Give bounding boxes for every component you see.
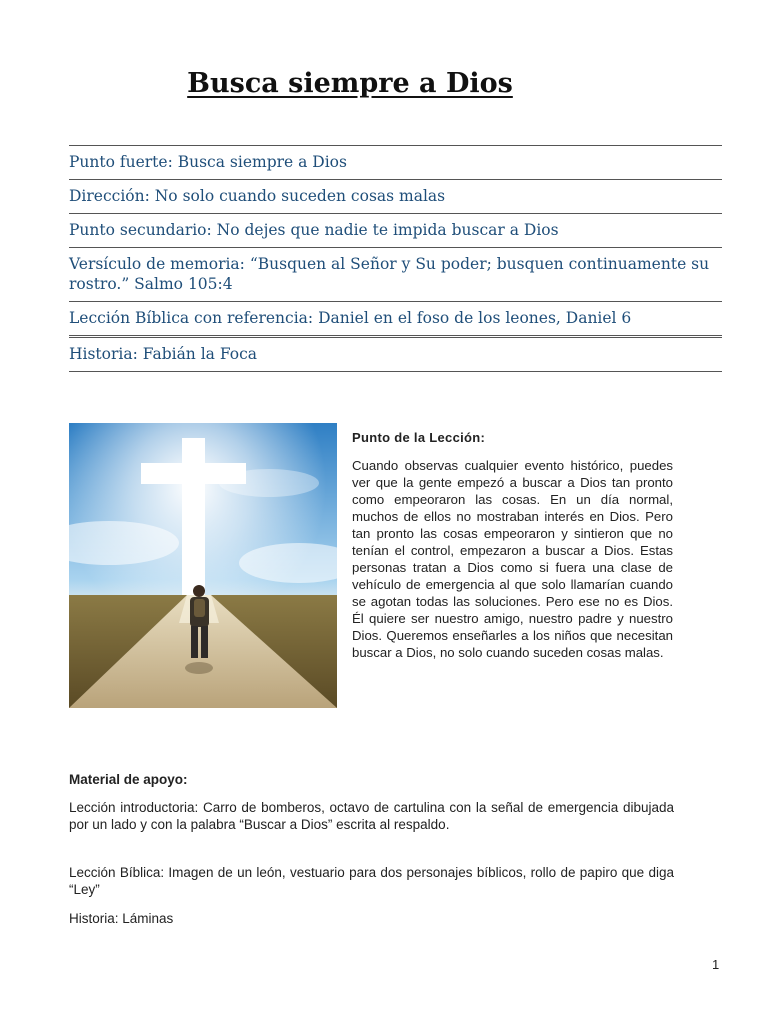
info-row-story: Historia: Fabián la Foca: [69, 338, 722, 372]
info-row-bible-lesson: Lección Bíblica con referencia: Daniel en el foso de los leones, Daniel 6: [69, 302, 722, 338]
lesson-point-text: Cuando observas cualquier evento histórico, puedes ver que la gente empezó a buscar a Dios tan pronto como empeoraron las cosas. En un día normal, muchos de ellos no mostraban interés en Dios. Pero tan pronto las cosas empeoraron y sintieron que no tenían el control, empezaron a buscar a Dios. Estas personas tratan a Dios como si fuera una clase de vehículo de emergencia al que solo llamarían cuando se agotan todas las soluciones. Pero ese no es Dios. Él quiere ser nuestro amigo, nuestro padre y nuestro Dios. Queremos enseñarles a los niños que necesitan buscar a Dios, no solo cuando suceden cosas malas.: [352, 458, 673, 660]
cross-road-image: [69, 423, 337, 708]
page-number: 1: [712, 957, 720, 972]
support-bible-lesson: Lección Bíblica: Imagen de un león, vestuario para dos personajes bíblicos, rollo de papiro que diga “Ley”: [69, 865, 674, 897]
support-material-heading: Material de apoyo:: [69, 772, 188, 787]
info-row-strong-point: Punto fuerte: Busca siempre a Dios: [69, 146, 722, 180]
support-story: Historia: Láminas: [69, 911, 174, 926]
lesson-info-table: [69, 145, 722, 372]
info-row-secondary-point: Punto secundario: No dejes que nadie te impida buscar a Dios: [69, 214, 722, 248]
support-intro-lesson: Lección introductoria: Carro de bomberos, octavo de cartulina con la señal de emergencia dibujada por un lado y con la palabra “Buscar a Dios” escrita al respaldo.: [69, 800, 674, 832]
lesson-point-heading: Punto de la Lección:: [352, 430, 486, 445]
page-title: Busca siempre a Dios: [187, 68, 513, 99]
info-row-direction: Dirección: No solo cuando suceden cosas malas: [69, 180, 722, 214]
info-row-memory-verse: Versículo de memoria: “Busquen al Señor y Su poder; busquen continuamente su rostro.” Salmo 105:4: [69, 248, 722, 302]
